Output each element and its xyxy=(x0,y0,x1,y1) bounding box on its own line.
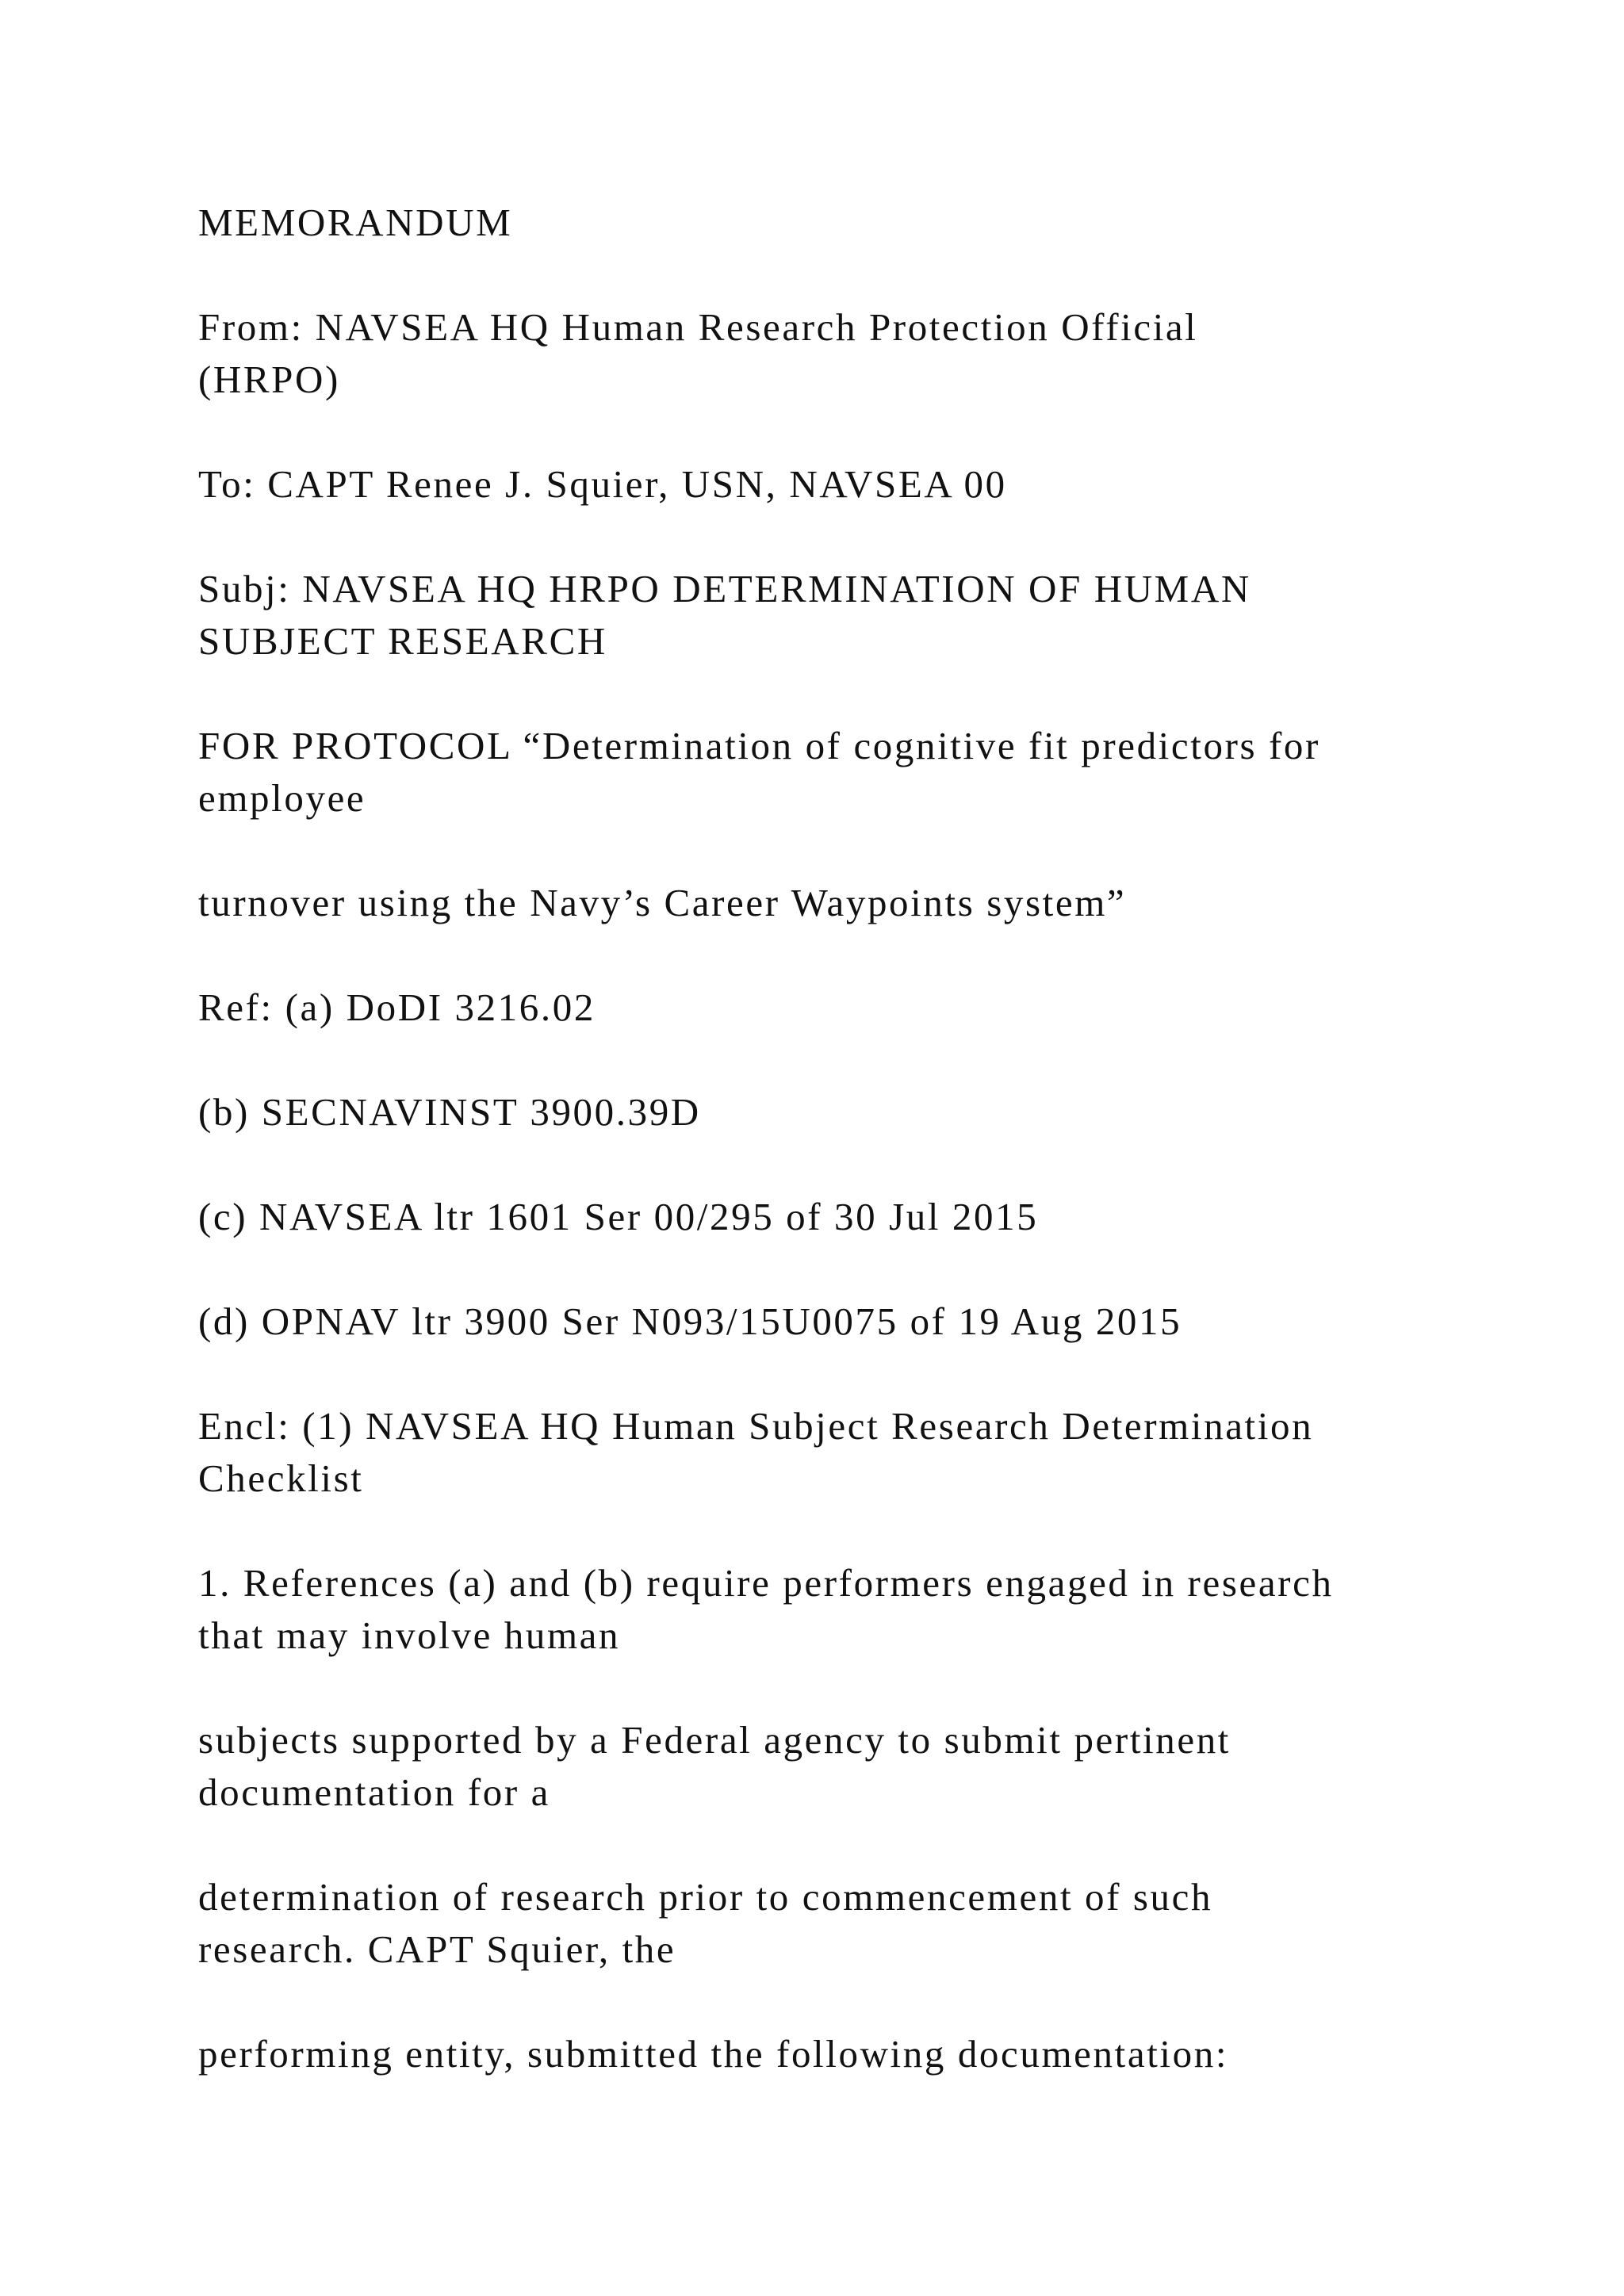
memo-reference-c: (c) NAVSEA ltr 1601 Ser 00/295 of 30 Jul 2015 xyxy=(198,1195,1039,1238)
memo-from xyxy=(198,301,1451,406)
memo-enclosure xyxy=(198,1400,1451,1505)
memo-subject-line-2: SUBJECT RESEARCH xyxy=(198,619,607,663)
memo-body-paragraph-1-line-1: 1. References (a) and (b) require performers engaged in research xyxy=(198,1561,1334,1605)
memo-reference-d: (d) OPNAV ltr 3900 Ser N093/15U0075 of 19 Aug 2015 xyxy=(198,1299,1182,1343)
memo-body-paragraph-4: performing entity, submitted the following documentation: xyxy=(198,2032,1229,2076)
memo-body-paragraph-1 xyxy=(198,1557,1451,1662)
memo-protocol xyxy=(198,720,1451,825)
memo-heading: MEMORANDUM xyxy=(198,201,513,244)
memo-protocol-line-1: FOR PROTOCOL “Determination of cognitive fit predictors for xyxy=(198,724,1320,767)
memo-body-paragraph-3-line-1: determination of research prior to commencement of such xyxy=(198,1875,1213,1919)
memo-reference-b: (b) SECNAVINST 3900.39D xyxy=(198,1090,701,1134)
memo-enclosure-line-2: Checklist xyxy=(198,1456,364,1500)
memo-body-paragraph-1-line-2: that may involve human xyxy=(198,1613,621,1657)
memo-subject-line-1: Subj: NAVSEA HQ HRPO DETERMINATION OF HUMAN xyxy=(198,567,1251,610)
memo-protocol-line-2: employee xyxy=(198,776,366,820)
memo-reference-a: Ref: (a) DoDI 3216.02 xyxy=(198,985,596,1029)
memo-body-paragraph-2-line-2: documentation for a xyxy=(198,1770,550,1814)
memo-subject xyxy=(198,563,1451,668)
memo-body-paragraph-2 xyxy=(198,1714,1451,1819)
memo-enclosure-line-1: Encl: (1) NAVSEA HQ Human Subject Research Determination xyxy=(198,1404,1314,1448)
memo-from-line-2: (HRPO) xyxy=(198,358,340,401)
memo-body-paragraph-3 xyxy=(198,1871,1451,1976)
memo-protocol-continued: turnover using the Navy’s Career Waypoints system” xyxy=(198,881,1127,924)
memo-body-paragraph-2-line-1: subjects supported by a Federal agency to submit pertinent xyxy=(198,1718,1231,1762)
memo-from-line-1: From: NAVSEA HQ Human Research Protection Official xyxy=(198,305,1198,349)
memo-body-paragraph-3-line-2: research. CAPT Squier, the xyxy=(198,1927,676,1971)
memo-to: To: CAPT Renee J. Squier, USN, NAVSEA 00 xyxy=(198,462,1007,506)
